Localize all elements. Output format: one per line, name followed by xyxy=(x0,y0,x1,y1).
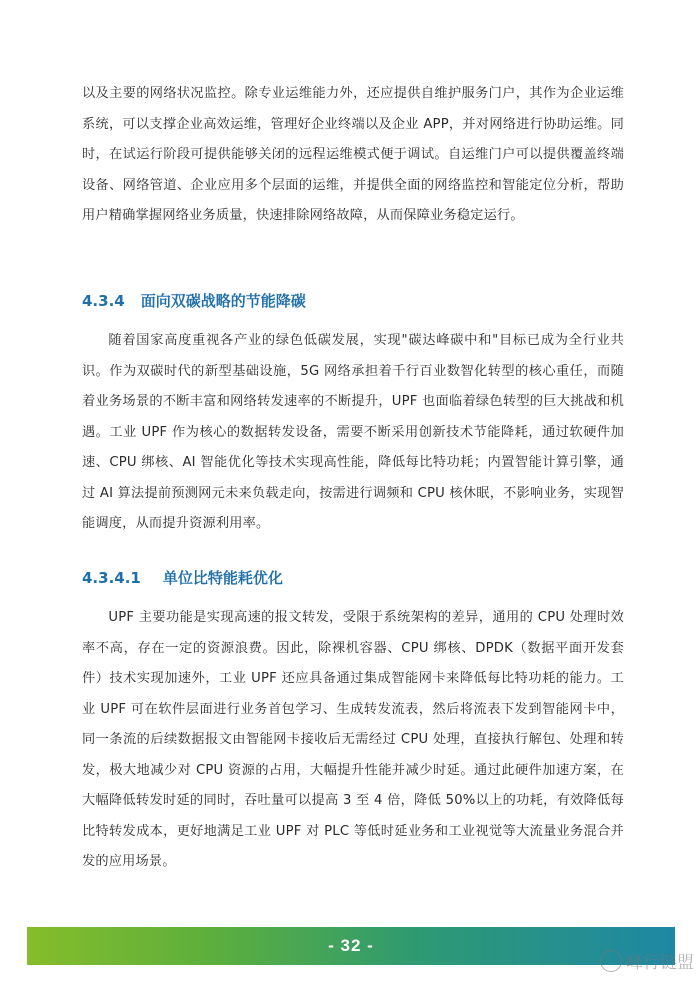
body-paragraph-dual-carbon: 随着国家高度重视各产业的绿色低碳发展，实现"碳达峰碳中和"目标已成为全行业共识。作为双碳时代的新型基础设施，5G 网络承担着千行百业数智化转型的核心重任，而随着业务场景的不断丰富和网络转发速率的不断提升，UPF 也面临着绿色转型的巨大挑战和机遇。工业 UPF 作为核心的数据转发设备，需要不断采用创新技术节能降耗，通过软硬件加速、CPU 绑核、AI 智能优化等技术实现高性能，降低每比特功耗；内置智能计算引擎，通过 AI 算法提前预测网元未来负载走向，按需进行调频和 CPU 核休眠，不影响业务，实现智能调度，从而提升资源利用率。 xyxy=(82,333,624,531)
section-title: 面向双碳战略的节能降碳 xyxy=(140,292,306,310)
section-title: 单位比特能耗优化 xyxy=(162,569,283,587)
page-number: - 32 - xyxy=(328,936,374,955)
footer-bar xyxy=(27,927,675,965)
body-paragraph-unit-bit-energy: UPF 主要功能是实现高速的报文转发，受限于系统架构的差异，通用的 CPU 处理时效率不高，存在一定的资源浪费。因此，除裸机容器、CPU 绑核、DPDK（数据平面开发套件）技术实现加速外，工业 UPF 还应具备通过集成智能网卡来降低每比特功耗的能力。工业 UPF 可在软件层面进行业务首包学习、生成转发流表，然后将流表下发到智能网卡中，同一条流的后续数据报文由智能网卡接收后无需经过 CPU 处理，直接执行解包、处理和转发，极大地减少对 CPU 资源的占用，大幅提升性能并减少时延。通过此硬件加速方案，在大幅降低转发时延的同时，吞吐量可以提高 3 至 4 倍，降低 50%以上的功耗，有效降低每比特转发成本，更好地满足工业 UPF 对 PLC 等低时延业务和工业视觉等大流量业务混合并发的应用场景。 xyxy=(82,610,624,869)
body-paragraph-intro: 以及主要的网络状况监控。除专业运维能力外，还应提供自维护服务门户，其作为企业运维系统，可以支撑企业高效运维，管理好企业终端以及企业 APP，并对网络进行协助运维。同时，在试运行阶段可提供能够关闭的远程运维模式便于调试。自运维门户可以提供覆盖终端设备、网络管道、企业应用多个层面的运维，并提供全面的网络监控和智能定位分析，帮助用户精确掌握网络业务质量，快速排除网络故障，从而保障业务稳定运行。 xyxy=(82,86,624,223)
watermark-text: 峰行链盟 xyxy=(626,953,694,973)
section-number: 4.3.4 xyxy=(82,292,125,310)
section-heading-4-3-4-1 xyxy=(82,567,283,588)
watermark xyxy=(600,948,694,973)
weibo-icon xyxy=(600,950,622,972)
section-number: 4.3.4.1 xyxy=(82,569,141,587)
section-heading-4-3-4 xyxy=(82,290,306,311)
